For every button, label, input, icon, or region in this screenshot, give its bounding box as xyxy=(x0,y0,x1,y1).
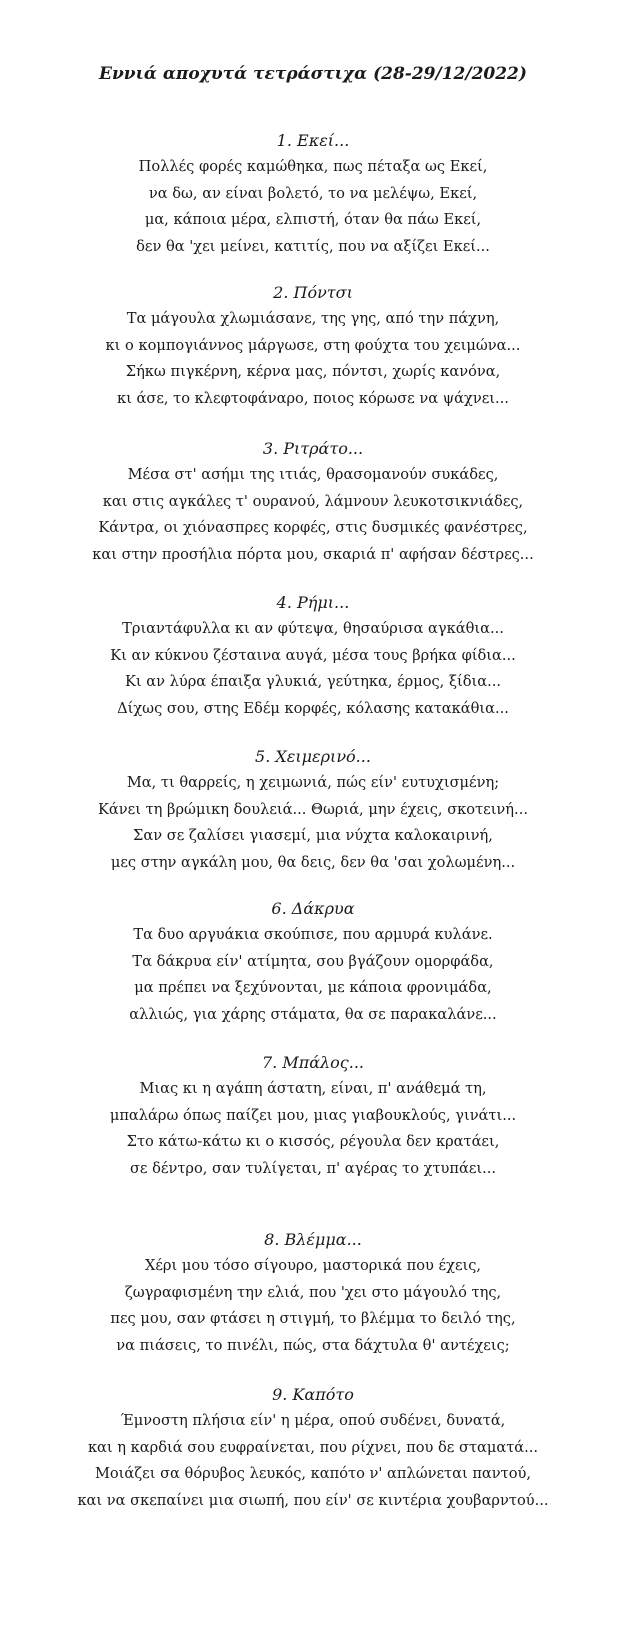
poem-line: μες στην αγκάλη μου, θα δεις, δεν θα 'σαι χολωμένη... xyxy=(110,853,516,871)
poem-line: Μέσα στ' ασήμι της ιτιάς, θρασομανούν συκάδες, xyxy=(127,466,499,483)
poem-line: Μιας κι η αγάπη άστατη, είναι, π' ανάθεμά τη, xyxy=(139,1080,487,1097)
poem-9 xyxy=(0,1382,626,1514)
poem-line: Μα, τι θαρρείς, η χειμωνιά, πώς είν' ευτυχισμένη; xyxy=(126,774,500,791)
poem-line: μπαλάρω όπως παίζει μου, μιας γιαβουκλούς, γινάτι... xyxy=(109,1106,517,1124)
poem-line: αλλιώς, για χάρης στάματα, θα σε παρακαλάνε... xyxy=(129,1005,497,1023)
poem-line: να δω, αν είναι βολετό, το να μελέψω, Εκεί, xyxy=(148,184,478,202)
poem-1 xyxy=(0,128,626,260)
poem-line: πες μου, σαν φτάσει η στιγμή, το βλέμμα το δειλό της, xyxy=(110,1310,516,1327)
poem-line: κι άσε, το κλεφτοφάναρο, ποιος κόρωσε να ψάχνει... xyxy=(117,389,509,407)
poem-line: Κι αν κύκνου ζέσταινα αυγά, μέσα τους βρήκα φίδια... xyxy=(110,646,516,664)
poem-4 xyxy=(0,590,626,722)
poem-8 xyxy=(0,1227,626,1359)
poem-6 xyxy=(0,896,626,1028)
poem-line: Μοιάζει σα θόρυβος λευκός, καπότο ν' απλώνεται παντού, xyxy=(94,1465,532,1482)
poem-title: 3. Ριτράτο... xyxy=(262,439,364,458)
poem-line: Τα δάκρυα είν' ατίμητα, σου βγάζουν ομορφάδα, xyxy=(132,952,494,970)
poem-line: Σήκω πιγκέρνη, κέρνα μας, πόντσι, χωρίς κανόνα, xyxy=(125,363,501,380)
poem-line: δεν θα 'χει μείνει, κατιτίς, που να αξίζει Εκεί... xyxy=(136,237,490,255)
poem-title: 7. Μπάλος... xyxy=(261,1053,365,1072)
poem-title: 6. Δάκρυα xyxy=(271,899,355,918)
poem-line: και να σκεπαίνει μια σιωπή, που είν' σε κιντέρια χουβαρντού... xyxy=(77,1491,549,1509)
poem-line: Στο κάτω-κάτω κι ο κισσός, ρέγουλα δεν κρατάει, xyxy=(126,1133,500,1150)
poem-line: Κάνει τη βρώμικη δουλειά... Θωριά, μην έχεις, σκοτεινή... xyxy=(98,800,528,818)
poem-5 xyxy=(0,744,626,876)
poem-line: Τριαντάφυλλα κι αν φύτεψα, θησαύρισα αγκάθια... xyxy=(122,620,504,637)
poem-title: 5. Χειμερινό... xyxy=(255,747,371,766)
poem-line: Έμνοστη πλήσια είν' η μέρα, οπού συδένει, δυνατά, xyxy=(120,1412,506,1429)
poem-line: και στην προσήλια πόρτα μου, σκαριά π' αφήσαν δέστρες... xyxy=(92,545,534,563)
poem-line: Χέρι μου τόσο σίγουρο, μαστορικά που έχεις, xyxy=(144,1257,482,1274)
poem-line: και στις αγκάλες τ' ουρανού, λάμνουν λευκοτσικνιάδες, xyxy=(102,492,524,510)
poem-line: Τα δυο αργυάκια σκούπισε, που αρμυρά κυλάνε. xyxy=(133,926,493,943)
poem-3 xyxy=(0,436,626,568)
poem-2 xyxy=(0,280,626,412)
poem-line: σε δέντρο, σαν τυλίγεται, π' αγέρας το χτυπάει... xyxy=(129,1159,497,1177)
poem-line: Πολλές φορές καμώθηκα, πως πέταξα ως Εκεί, xyxy=(138,158,488,175)
poem-line: κι ο κομπογιάννος μάργωσε, στη φούχτα του χειμώνα... xyxy=(105,336,521,354)
poem-title: 4. Ρήμι... xyxy=(276,593,350,612)
poem-title: 2. Πόντσι xyxy=(273,283,353,302)
document-title: Εννιά αποχυτά τετράστιχα (28-29/12/2022) xyxy=(99,64,527,84)
poem-line: Σαν σε ζαλίσει γιασεμί, μια νύχτα καλοκαιρινή, xyxy=(133,827,493,844)
poem-title: 8. Βλέμμα... xyxy=(264,1230,362,1249)
poem-line: ζωγραφισμένη την ελιά, που 'χει στο μάγουλό της, xyxy=(124,1283,502,1301)
poem-line: μα, κάποια μέρα, ελπιστή, όταν θα πάω Εκεί, xyxy=(144,211,482,228)
poem-line: Κι αν λύρα έπαιξα γλυκιά, γεύτηκα, έρμος, ξίδια... xyxy=(124,673,502,690)
poem-title: 9. Καπότο xyxy=(272,1385,354,1404)
poem-line: Κάντρα, οι χιόνασπρες κορφές, στις δυσμικές φανέστρες, xyxy=(98,519,528,536)
poem-line: μα πρέπει να ξεχύνονται, με κάποια φρονιμάδα, xyxy=(134,979,492,996)
poem-line: Τα μάγουλα χλωμιάσανε, της γης, από την πάχνη, xyxy=(126,310,500,327)
poem-title: 1. Εκεί... xyxy=(276,131,350,150)
poem-7 xyxy=(0,1050,626,1182)
poem-line: να πιάσεις, το πινέλι, πώς, στα δάχτυλα θ' αντέχεις; xyxy=(116,1336,510,1354)
poem-line: Δίχως σου, στης Εδέμ κορφές, κόλασης κατακάθια... xyxy=(117,699,509,717)
poem-line: και η καρδιά σου ευφραίνεται, που ρίχνει, που δε σταματά... xyxy=(87,1438,539,1456)
